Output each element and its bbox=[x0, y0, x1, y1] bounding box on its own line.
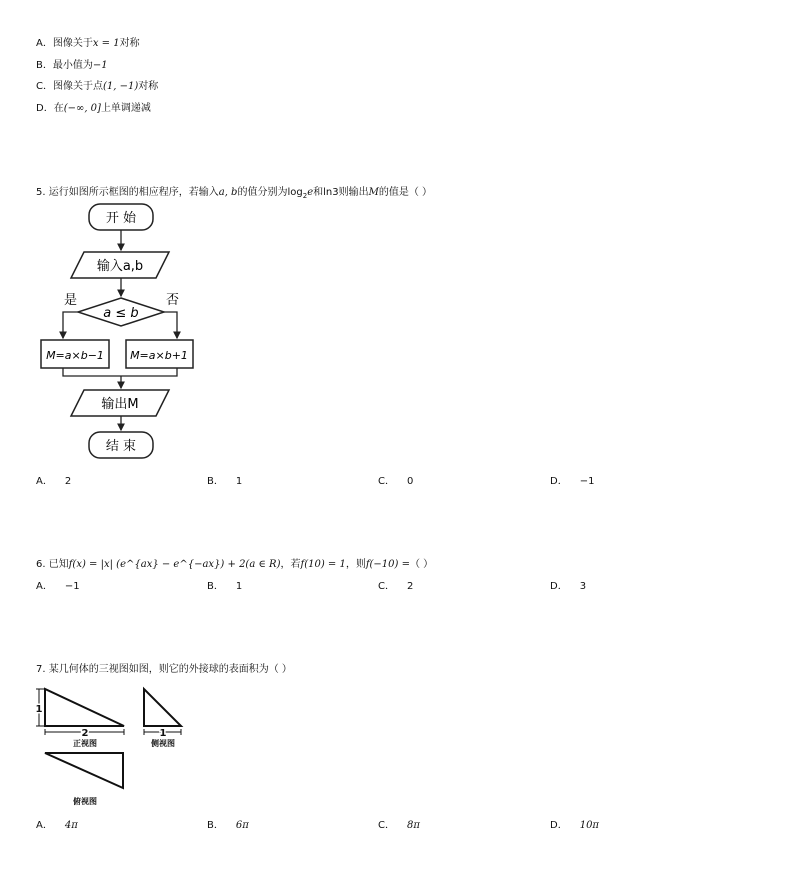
q6-option-a-label: A． bbox=[36, 581, 53, 592]
q5-stem-mid: 的值分别为 bbox=[237, 187, 288, 198]
q4-option-a-math: x = 1 bbox=[92, 38, 120, 49]
q4-option-c bbox=[36, 77, 158, 92]
q4-option-a bbox=[36, 34, 140, 49]
q7-dim-side-width: 1 bbox=[159, 728, 167, 739]
q7-front-caption: 正视图 bbox=[73, 739, 97, 748]
q4-option-d-label: D． bbox=[36, 103, 54, 114]
q5-stem-log-sub: 2 bbox=[302, 192, 308, 200]
q6-option-a-value: −1 bbox=[64, 581, 80, 592]
q5-option-a bbox=[36, 472, 71, 487]
q7-top-caption: 俯视图 bbox=[73, 797, 97, 806]
q5-flowchart bbox=[36, 200, 206, 465]
q5-stem-and: 和ln3则输出 bbox=[313, 187, 369, 198]
q7-option-b-value: 6π bbox=[235, 820, 249, 831]
q7-option-d bbox=[550, 816, 599, 831]
q4-option-d-post: 上单调递减 bbox=[100, 103, 151, 114]
q6-option-b-label: B． bbox=[207, 581, 224, 592]
q6-option-d-value: 3 bbox=[579, 581, 587, 592]
q4-option-b bbox=[36, 56, 108, 71]
q7-option-c bbox=[378, 816, 420, 831]
q4-option-a-post: 对称 bbox=[119, 38, 140, 49]
flow-start-text: 开 始 bbox=[105, 211, 137, 226]
q6-option-c-value: 2 bbox=[406, 581, 414, 592]
q7-option-a bbox=[36, 816, 78, 831]
q7-option-d-value: 10π bbox=[579, 820, 599, 831]
q6-option-a bbox=[36, 577, 80, 592]
q5-option-b-value: 1 bbox=[235, 476, 243, 487]
q6-stem bbox=[36, 555, 433, 570]
flow-decision-text: a ≤ b bbox=[103, 306, 139, 321]
q4-option-c-pre: 图像关于点 bbox=[52, 81, 103, 92]
q5-option-c-label: C． bbox=[378, 476, 395, 487]
q7-option-b bbox=[207, 816, 249, 831]
flow-left-process-text: M=a×b−1 bbox=[46, 349, 104, 362]
q5-option-b-label: B． bbox=[207, 476, 224, 487]
q6-ask: f(−10) = bbox=[365, 559, 410, 570]
flow-end-text: 结 束 bbox=[105, 439, 137, 454]
q4-option-a-label: A． bbox=[36, 38, 53, 49]
q5-option-a-label: A． bbox=[36, 476, 53, 487]
q7-front-view bbox=[45, 689, 124, 726]
flow-no-label: 否 bbox=[166, 293, 180, 308]
q6-stem-mid2: ，则 bbox=[345, 559, 366, 570]
flow-output-text: 输出M bbox=[101, 397, 139, 412]
q7-option-a-label: A． bbox=[36, 820, 53, 831]
q5-stem-vars: a, b bbox=[218, 187, 238, 198]
q6-option-c-label: C． bbox=[378, 581, 395, 592]
q4-option-b-label: B． bbox=[36, 60, 53, 71]
q5-stem bbox=[36, 183, 432, 200]
q5-stem-log: log bbox=[287, 187, 303, 198]
q7-option-c-label: C． bbox=[378, 820, 395, 831]
q7-three-views bbox=[36, 680, 196, 810]
q7-stem: 7. 某几何体的三视图如图，则它的外接球的表面积为（ ） bbox=[36, 664, 292, 675]
q6-function: f(x) = |x| (e^{ax} − e^{−ax}) + 2(a ∈ R) bbox=[68, 559, 281, 570]
q7-option-a-value: 4π bbox=[64, 820, 78, 831]
q5-option-d-value: −1 bbox=[579, 476, 595, 487]
flow-right-process-text: M=a×b+1 bbox=[130, 349, 188, 362]
flow-yes-label: 是 bbox=[64, 293, 78, 308]
q4-option-b-math: −1 bbox=[92, 60, 108, 71]
q7-dim-height: 1 bbox=[36, 704, 43, 715]
q6-stem-post: （ ） bbox=[410, 559, 434, 570]
q7-top-view bbox=[45, 753, 123, 788]
q4-option-d-math: (−∞, 0] bbox=[63, 103, 101, 114]
q6-option-d bbox=[550, 577, 586, 592]
q7-side-caption: 侧视图 bbox=[151, 739, 175, 748]
q5-option-b bbox=[207, 472, 242, 487]
q4-option-c-label: C． bbox=[36, 81, 53, 92]
q7-side-view bbox=[144, 689, 181, 726]
q6-stem-mid: ，若 bbox=[280, 559, 301, 570]
q5-option-a-value: 2 bbox=[64, 476, 72, 487]
q6-option-b-value: 1 bbox=[235, 581, 243, 592]
q7-option-c-value: 8π bbox=[406, 820, 420, 831]
q4-option-d bbox=[36, 99, 151, 114]
q4-option-a-pre: 图像关于 bbox=[52, 38, 93, 49]
q7-dim-front-width: 2 bbox=[81, 728, 89, 739]
q6-stem-pre: 6. 已知 bbox=[36, 559, 69, 570]
q5-option-c bbox=[378, 472, 413, 487]
q5-option-d-label: D． bbox=[550, 476, 568, 487]
q4-option-b-pre: 最小值为 bbox=[52, 60, 93, 71]
q7-option-d-label: D． bbox=[550, 820, 568, 831]
q5-stem-m: M bbox=[368, 187, 379, 198]
q5-stem-post: 的值是（ ） bbox=[378, 187, 433, 198]
flow-input-text: 输入a,b bbox=[96, 259, 144, 274]
q6-condition: f(10) = 1 bbox=[300, 559, 346, 570]
q4-option-c-math: (1, −1) bbox=[102, 81, 139, 92]
q5-option-c-value: 0 bbox=[406, 476, 414, 487]
q5-option-d bbox=[550, 472, 594, 487]
q5-stem-log-arg: e bbox=[307, 187, 314, 198]
q6-option-b bbox=[207, 577, 242, 592]
q6-option-d-label: D． bbox=[550, 581, 568, 592]
q4-option-c-post: 对称 bbox=[138, 81, 159, 92]
q6-option-c bbox=[378, 577, 413, 592]
q5-stem-pre: 5. 运行如图所示框图的相应程序，若输入 bbox=[36, 187, 219, 198]
q4-option-d-pre: 在 bbox=[53, 103, 64, 114]
q7-option-b-label: B． bbox=[207, 820, 224, 831]
